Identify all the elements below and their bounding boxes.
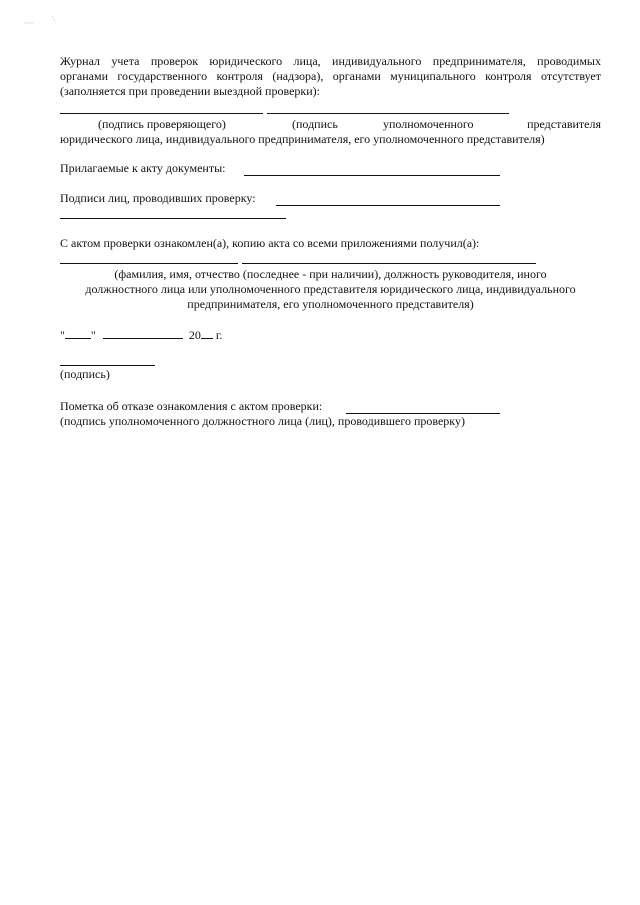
representative-caption-c: представителя [527,117,601,131]
refusal-row [60,399,601,429]
signature-field[interactable] [60,365,155,366]
date-year-field[interactable] [201,327,213,339]
signatures-label: Подписи лиц, проводивших проверку: [60,191,256,205]
signatures-row [60,191,601,206]
refusal-caption: (подпись уполномоченного должностного лица (лиц), проводившего проверку) [60,414,465,428]
date-quote-close: " [90,328,96,342]
representative-caption-line-2: юридического лица, индивидуального предпринимателя, его уполномоченного представителя) [60,132,545,146]
date-year-suffix: г. [215,328,223,342]
scan-mark-icon [22,14,62,26]
acquainted-caption-line-3: предпринимателя, его уполномоченного представителя) [187,297,474,311]
signatures-field[interactable] [276,205,500,206]
date-row [60,327,601,343]
journal-line-2: органами государственного контроля (надзора), органами муниципального контроля отсутствует [60,69,601,83]
representative-signature-line [267,113,509,114]
acquainted-label: С актом проверки ознакомлен(а), копию акта со всеми приложениями получил(а): [60,236,480,250]
acquainted-field-part-1[interactable] [60,263,238,264]
refusal-field[interactable] [346,413,500,414]
date-month-field[interactable] [103,327,183,339]
representative-caption-a: (подпись [292,117,338,131]
journal-line-3: (заполняется при проведении выездной проверки): [60,84,320,98]
signature-caption: (подпись) [60,367,110,381]
signature-caption-row [60,367,601,382]
attached-docs-row [60,161,601,176]
date-day-field[interactable] [65,327,91,339]
representative-caption-b: уполномоченного [383,117,474,131]
refusal-label: Пометка об отказе ознакомления с актом проверки: [60,399,323,413]
date-quote-open: " [60,328,65,342]
journal-line-1: Журнал учета проверок юридического лица, индивидуального предпринимателя, проводимых [60,54,601,68]
acquainted-field-part-2[interactable] [242,263,536,264]
acquainted-caption-line-2: должностного лица или уполномоченного представителя юридического лица, индивидуального [85,282,576,296]
attached-docs-field[interactable] [244,175,500,176]
attached-docs-label: Прилагаемые к акту документы: [60,161,226,175]
signature-captions [60,117,601,147]
signatures-field-continued[interactable] [60,218,286,219]
inspector-caption: (подпись проверяющего) [98,117,226,131]
acquainted-row [60,236,601,251]
date-year-prefix: 20 [188,328,201,342]
acquainted-caption [60,267,601,312]
inspector-signature-line [60,113,263,114]
acquainted-caption-line-1: (фамилия, имя, отчество (последнее - при наличии), должность руководителя, иного [114,267,547,281]
journal-paragraph [60,54,601,99]
